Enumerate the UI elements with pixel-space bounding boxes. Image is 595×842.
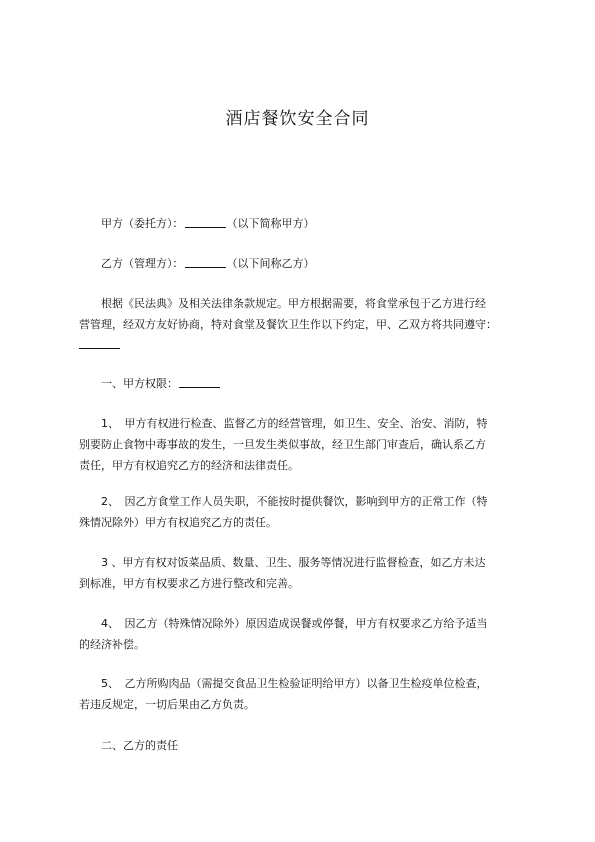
party-b-note: （以下间称乙方） (226, 257, 315, 270)
item-line: 3 、甲方有权对饭菜品质、数量、卫生、服务等情况进行监督检查，如乙方未达 (101, 556, 486, 569)
document-title: 酒店餐饮安全合同 (225, 109, 370, 129)
party-a-blank (185, 216, 226, 228)
section1-item-2 (79, 491, 539, 533)
party-b-line (79, 254, 529, 274)
item-line: 责任，甲方有权追究乙方的经济和法律责任。 (79, 459, 299, 472)
section1-blank (179, 376, 220, 388)
section1-item-3 (79, 552, 539, 594)
party-b-label: 乙方（管理方）： (101, 257, 184, 270)
section1-heading-line (79, 374, 529, 394)
party-a-note: （以下简称甲方） (226, 217, 315, 230)
item-line: 别要防止食物中毒事故的发生，一旦发生类似事故，经卫生部门审查后，确认系乙方 (79, 438, 486, 451)
item-line: 5、 乙方所购肉品（需提交食品卫生检验证明给甲方）以备卫生检疫单位检查， (101, 677, 488, 690)
item-line: 的经济补偿。 (79, 638, 145, 651)
intro-line: 根据《民法典》及相关法律条款规定。甲方根据需要，将食堂承包于乙方进行经 (101, 297, 486, 310)
party-a-label: 甲方（委托方）： (101, 217, 184, 230)
intro-blank-line (79, 335, 539, 356)
section2-heading: 二、乙方的责任 (101, 739, 178, 752)
section1-item-1 (79, 413, 539, 476)
section2-heading-line (79, 736, 529, 756)
party-a-line (79, 214, 529, 234)
item-line: 殊情况除外）甲方有权追究乙方的责任。 (79, 516, 277, 529)
intro-paragraph (79, 293, 539, 356)
item-line: 4、 因乙方（特殊情况除外）原因造成误餐或停餐，甲方有权要求乙方给予适当 (101, 617, 488, 630)
item-line: 2、 因乙方食堂工作人员失职，不能按时提供餐饮，影响到甲方的正常工作（特 (101, 495, 488, 508)
intro-blank (79, 337, 120, 349)
item-line: 若违反规定，一切后果由乙方负责。 (79, 698, 255, 711)
item-line: 到标准，甲方有权要求乙方进行整改和完善。 (79, 577, 299, 590)
item-line: 1、 甲方有权进行检查、监督乙方的经营管理，如卫生、安全、治安、消防，特 (101, 417, 488, 430)
section1-item-4 (79, 613, 539, 655)
section1-item-5 (79, 673, 539, 715)
section1-heading: 一、甲方权限： (101, 377, 178, 390)
intro-line: 营管理，经双方友好协商，特对食堂及餐饮卫生作以下约定，甲、乙双方将共同遵守： (79, 318, 497, 331)
party-b-blank (185, 256, 226, 268)
